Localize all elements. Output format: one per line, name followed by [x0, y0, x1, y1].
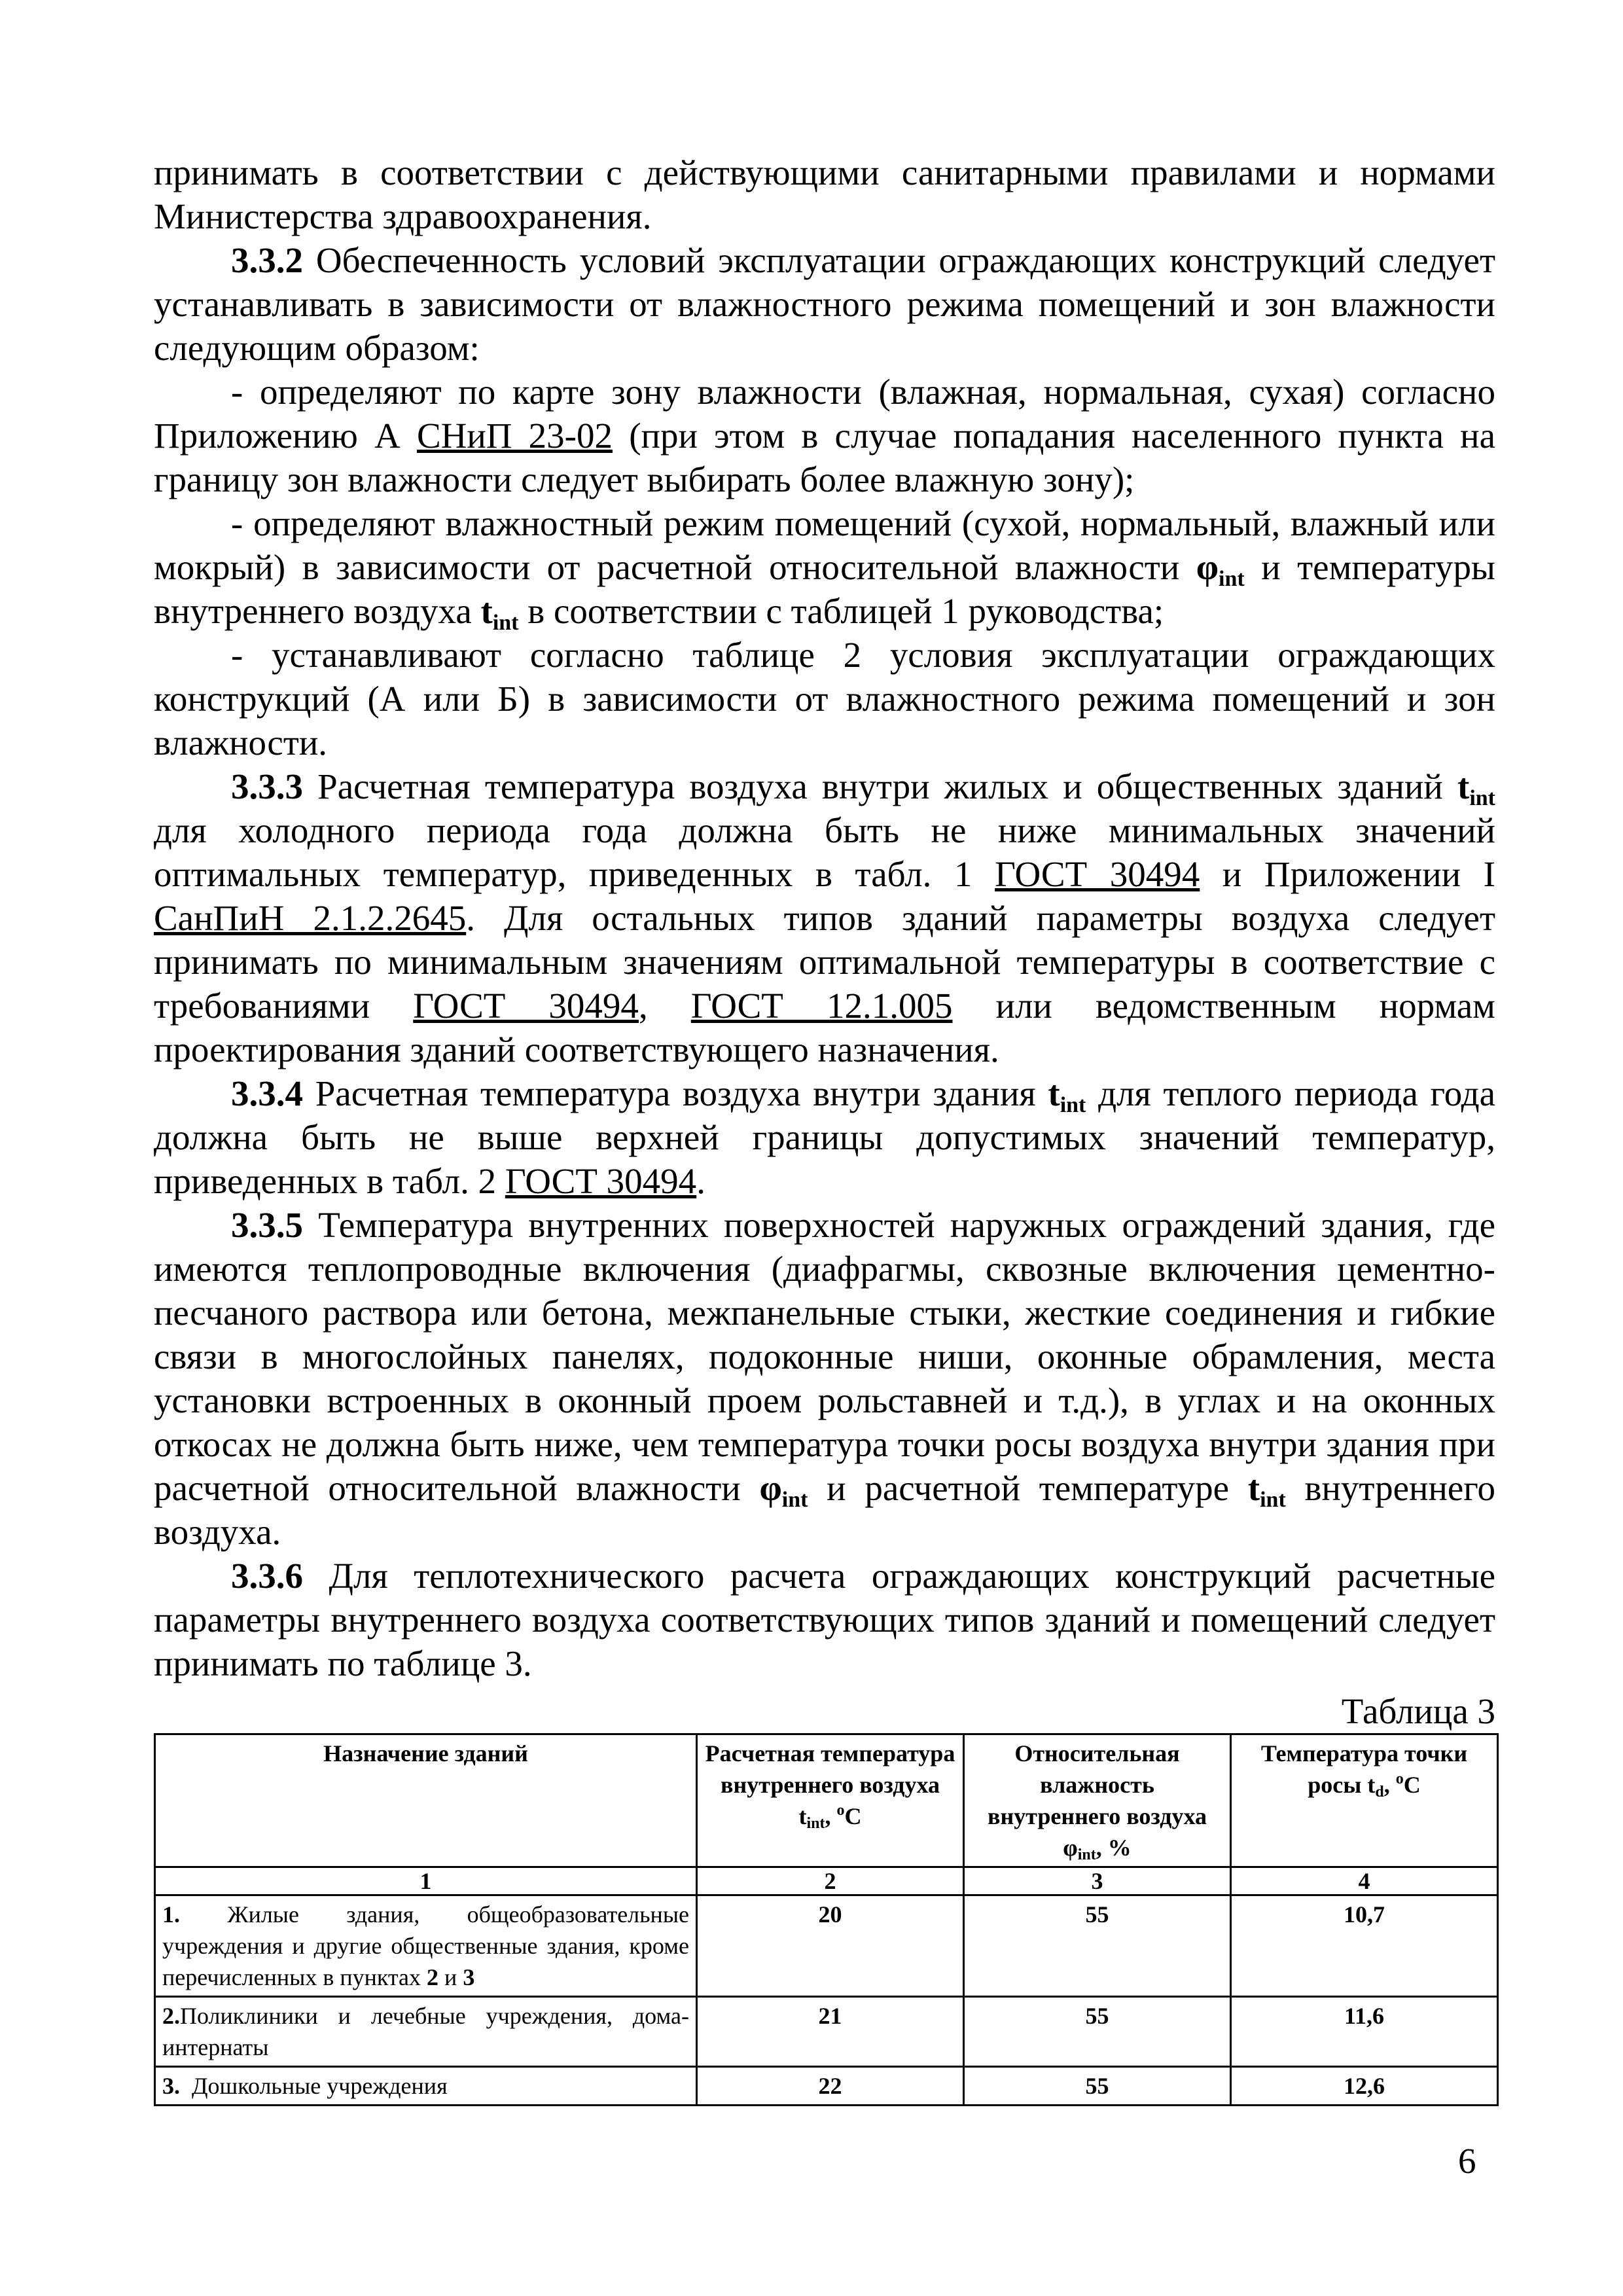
humidity-cell: 55	[964, 1895, 1231, 1997]
section-text: .	[696, 1161, 705, 1201]
column-index: 4	[1231, 1867, 1498, 1895]
temperature-cell: 21	[697, 1997, 964, 2067]
phi-symbol: $\varphi_{int}$	[759, 1468, 808, 1512]
section-3-3-3	[154, 764, 1495, 1071]
link-gost-30494[interactable]: ГОСТ 30494	[505, 1161, 697, 1201]
link-gost-30494[interactable]: ГОСТ 30494	[413, 986, 639, 1026]
table-row	[155, 1895, 1498, 1997]
t-symbol: $t_{int}$	[1457, 766, 1495, 810]
building-type-cell: 3. Дошкольные учреждения	[155, 2067, 697, 2106]
humidity-cell: 55	[964, 2067, 1231, 2106]
section-text: Для теплотехнического расчета ограждающих конструкций расчетные параметры внутреннего воздуха соответствующих типов зданий и помещений следует принимать по таблице 3.	[154, 1556, 1495, 1683]
bullet-text: - определяют по карте зону влажности (влажная, нормальная, сухая) согласно Приложению А	[154, 372, 1495, 456]
section-3-3-4	[154, 1071, 1495, 1203]
header-dew-point: Температура точки росы $t_d$, $^о$С	[1231, 1734, 1498, 1867]
section-3-3-5	[154, 1203, 1495, 1554]
section-text: внутреннего воздуха.	[154, 1468, 1495, 1552]
link-gost-30494[interactable]: ГОСТ 30494	[995, 854, 1200, 894]
column-index: 2	[697, 1867, 964, 1895]
table-index-row	[155, 1867, 1498, 1895]
temperature-cell: 22	[697, 2067, 964, 2106]
section-text: Температура внутренних поверхностей наружных ограждений здания, где имеются теплопроводные включения (диафрагмы, сквозные включения цементно-песчаного раствора или бетона, межпанельные стыки, жесткие соединения и гибкие связи в многослойных панелях, подоконные ниши, оконные обрамления, места установки встроенных в оконный проем рольставней и т.д.), в углах и на оконных откосах не должна быть ниже, чем температура точки росы воздуха внутри здания при расчетной относительной влажности	[154, 1205, 1495, 1508]
section-text: . Для остальных типов зданий параметры воздуха следует принимать по минимальным значениям оптимальной температуры в соответствие с требованиями	[154, 898, 1495, 1026]
document-page	[154, 151, 1495, 2106]
section-number: 3.3.4	[231, 1073, 303, 1113]
t-symbol: $t_{int}$	[1247, 1468, 1286, 1512]
section-text: Расчетная температура воздуха внутри здания	[303, 1073, 1048, 1113]
section-text: и расчетной температуре	[808, 1468, 1248, 1508]
table-row	[155, 2067, 1498, 2106]
section-number: 3.3.6	[231, 1556, 303, 1596]
section-text: для теплого периода года должна быть не выше верхней границы допустимых значений температур, приведенных в табл. 2	[154, 1073, 1495, 1201]
header-relative-humidity: Относительная влажность внутреннего воздуха $\varphi_{int}$, %	[964, 1734, 1231, 1867]
table-caption: Таблица 3	[1341, 1691, 1495, 1731]
column-index: 3	[964, 1867, 1231, 1895]
section-number: 3.3.5	[231, 1205, 303, 1245]
t-symbol: $t_{int}$	[1048, 1073, 1086, 1117]
bullet-text: (при этом в случае попадания населенного пункта на границу зон влажности следует выбирать более влажную зону);	[154, 416, 1496, 499]
temperature-cell: 20	[697, 1895, 964, 1997]
humidity-cell: 55	[964, 1997, 1231, 2067]
dew-point-cell: 10,7	[1231, 1895, 1498, 1997]
link-sanpin[interactable]: СанПиН 2.1.2.2645	[154, 898, 467, 938]
phi-symbol: $\varphi_{int}$	[1196, 547, 1245, 591]
link-gost-12-1-005[interactable]: ГОСТ 12.1.005	[690, 986, 953, 1026]
building-type-cell: 1. Жилые здания, общеобразовательные учреждения и другие общественные здания, кроме перечисленных в пунктах 2 и 3	[155, 1895, 697, 1997]
bullet-text: - определяют влажностный режим помещений (сухой, нормальный, влажный или мокрый) в зависимости от расчетной относительной влажности	[154, 503, 1495, 587]
bullet-humidity-mode	[154, 501, 1495, 633]
bullet-humidity-zone	[154, 370, 1495, 501]
dew-point-cell: 11,6	[1231, 1997, 1498, 2067]
building-type-cell: 2.Поликлиники и лечебные учреждения, дома-интернаты	[155, 1997, 697, 2067]
section-text: Расчетная температура воздуха внутри жилых и общественных зданий	[303, 766, 1457, 806]
header-building-purpose: Назначение зданий	[155, 1734, 697, 1867]
section-number: 3.3.3	[231, 766, 303, 806]
bullet-operating-conditions: - устанавливают согласно таблице 2 условия эксплуатации ограждающих конструкций (А или Б) в зависимости от влажностного режима помещений и зон влажности.	[154, 635, 1495, 762]
table-header-row	[155, 1734, 1498, 1867]
section-3-3-6	[154, 1554, 1495, 1685]
parameters-table	[154, 1733, 1499, 2106]
bullet-text: в соответствии с таблицей 1 руководства;	[518, 591, 1164, 631]
paragraph-continuation: принимать в соответствии с действующими санитарными правилами и нормами Министерства здравоохранения.	[154, 152, 1495, 236]
header-design-temperature: Расчетная температура внутреннего воздуха $t_{int}$, $^о$С	[697, 1734, 964, 1867]
section-3-3-2	[154, 238, 1495, 370]
section-text: Обеспеченность условий эксплуатации ограждающих конструкций следует устанавливать в зависимости от влажностного режима помещений и зон влажности следующим образом:	[154, 240, 1495, 368]
link-snip-23-02[interactable]: СНиП 23-02	[416, 416, 613, 456]
section-text: или ведомственным нормам проектирования зданий соответствующего назначения.	[154, 986, 1495, 1069]
dew-point-cell: 12,6	[1231, 2067, 1498, 2106]
table-row	[155, 1997, 1498, 2067]
section-text: ,	[638, 986, 691, 1026]
section-text: и Приложении I	[1200, 854, 1495, 894]
t-symbol: $t_{int}$	[480, 591, 519, 635]
section-number: 3.3.2	[231, 240, 303, 280]
section-text: для холодного периода года должна быть не ниже минимальных значений оптимальных температур, приведенных в табл. 1	[154, 810, 1495, 894]
column-index: 1	[155, 1867, 697, 1895]
bullet-text: и температуры внутреннего воздуха	[154, 547, 1495, 631]
page-number: 6	[1458, 2141, 1476, 2181]
